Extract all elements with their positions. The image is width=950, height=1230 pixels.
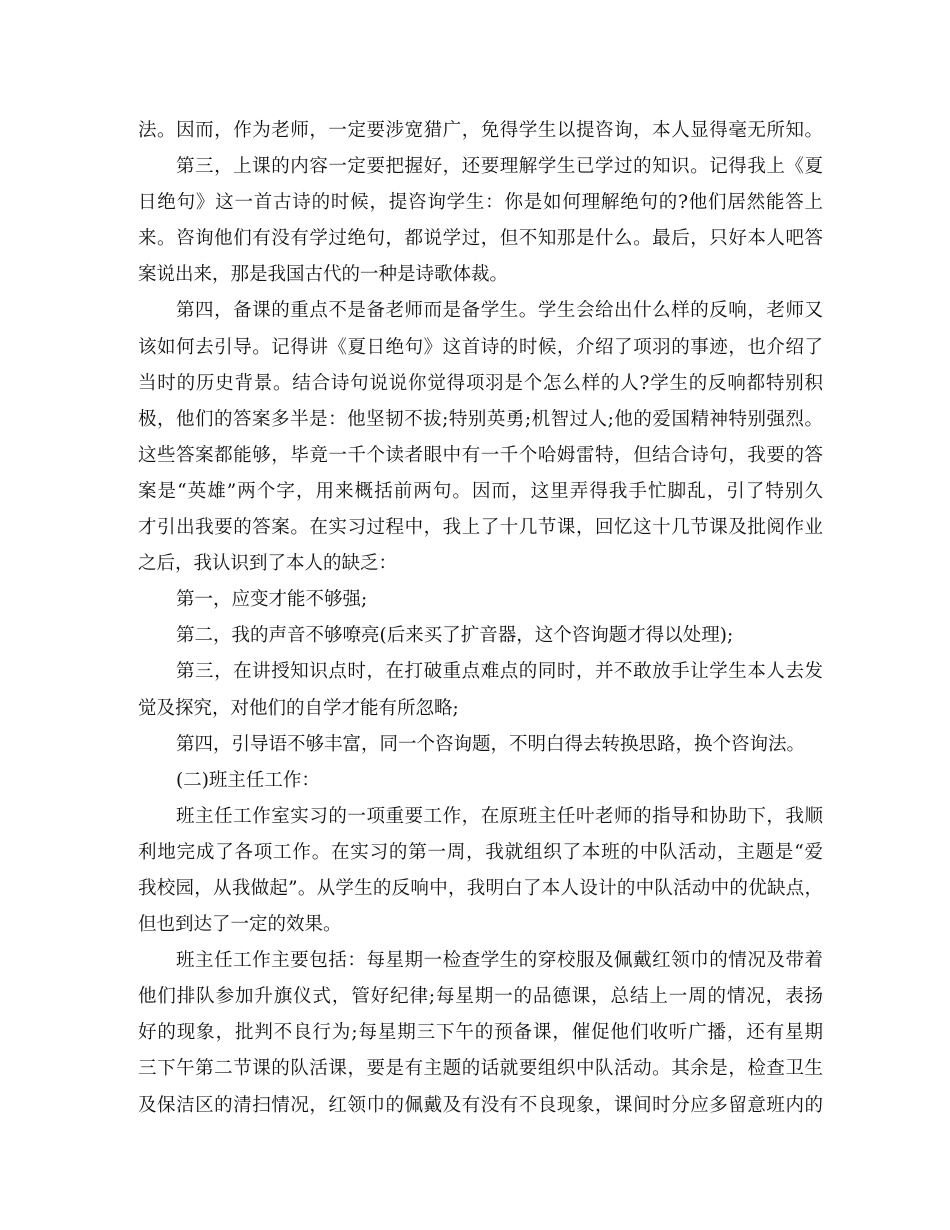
text-line: 法。因而，作为老师，一定要涉宽猎广，免得学生以提咨询，本人显得毫无所知。: [138, 120, 823, 141]
text-line: 好的现象，批判不良行为;每星期三下午的预备课，催促他们收听广播，还有星期: [138, 1022, 823, 1044]
text-line: 班主任工作主要包括：每星期一检查学生的穿校服及佩戴红领巾的情况及带着: [176, 950, 823, 972]
text-line: 三下午第二节课的队活课，要是有主题的话就要组织中队活动。其余是，检查卫生: [138, 1058, 823, 1080]
text-line: 当时的历史背景。结合诗句说说你觉得项羽是个怎么样的人?学生的反响都特别积: [138, 372, 823, 394]
text-line: 觉及探究，对他们的自学才能有所忽略;: [138, 697, 459, 719]
text-line: 极，他们的答案多半是：他坚韧不拔;特别英勇;机智过人;他的爱国精神特别强烈。: [138, 408, 823, 430]
text-line: 该如何去引导。记得讲《夏日绝句》这首诗的时候，介绍了项羽的事迹，也介绍了: [138, 336, 823, 358]
text-line: 案是“英雄”两个字，用来概括前两句。因而，这里弄得我手忙脚乱，引了特别久: [138, 480, 823, 502]
text-line: 第一，应变才能不够强;: [176, 589, 368, 611]
text-line: 第二，我的声音不够嘹亮(后来买了扩音器，这个咨询题才得以处理);: [176, 625, 734, 647]
text-line: 但也到达了一定的效果。: [138, 914, 342, 936]
section-heading: (二)班主任工作：: [176, 769, 320, 791]
text-line: 及保洁区的清扫情况，红领巾的佩戴及有没有不良现象，课间时分应多留意班内的: [138, 1094, 823, 1116]
text-line: 利地完成了各项工作。在实习的第一周，我就组织了本班的中队活动，主题是“爱: [138, 841, 823, 863]
text-line: 班主任工作室实习的一项重要工作，在原班主任叶老师的指导和协助下，我顺: [176, 805, 823, 827]
text-line: 他们排队参加升旗仪式，管好纪律;每星期一的品德课，总结上一周的情况，表扬: [138, 986, 823, 1008]
text-line: 才引出我要的答案。在实习过程中，我上了十几节课，回忆这十几节课及批阅作业: [138, 517, 823, 539]
text-line: 这些答案都能够，毕竟一千个读者眼中有一千个哈姆雷特，但结合诗句，我要的答: [138, 444, 823, 466]
text-line: 第三，在讲授知识点时，在打破重点难点的同时，并不敢放手让学生本人去发: [176, 661, 823, 683]
text-line: 我校园，从我做起”。从学生的反响中，我明白了本人设计的中队活动中的优缺点，: [138, 877, 823, 899]
body-text: [138, 113, 823, 1124]
text-line: 第三，上课的内容一定要把握好，还要理解学生已学过的知识。记得我上《夏: [176, 156, 823, 178]
text-line: 来。咨询他们有没有学过绝句，都说学过，但不知那是什么。最后，只好本人吧答: [138, 228, 823, 250]
text-line: 第四，备课的重点不是备老师而是备学生。学生会给出什么样的反响，老师又: [176, 300, 823, 322]
text-line: 日绝句》这一首古诗的时候，提咨询学生：你是如何理解绝句的?他们居然能答上: [138, 192, 823, 214]
text-line: 之后，我认识到了本人的缺乏：: [138, 553, 398, 575]
text-line: 第四，引导语不够丰富，同一个咨询题，不明白得去转换思路，换个咨询法。: [176, 733, 806, 755]
text-line: 案说出来，那是我国古代的一种是诗歌体裁。: [138, 264, 509, 286]
